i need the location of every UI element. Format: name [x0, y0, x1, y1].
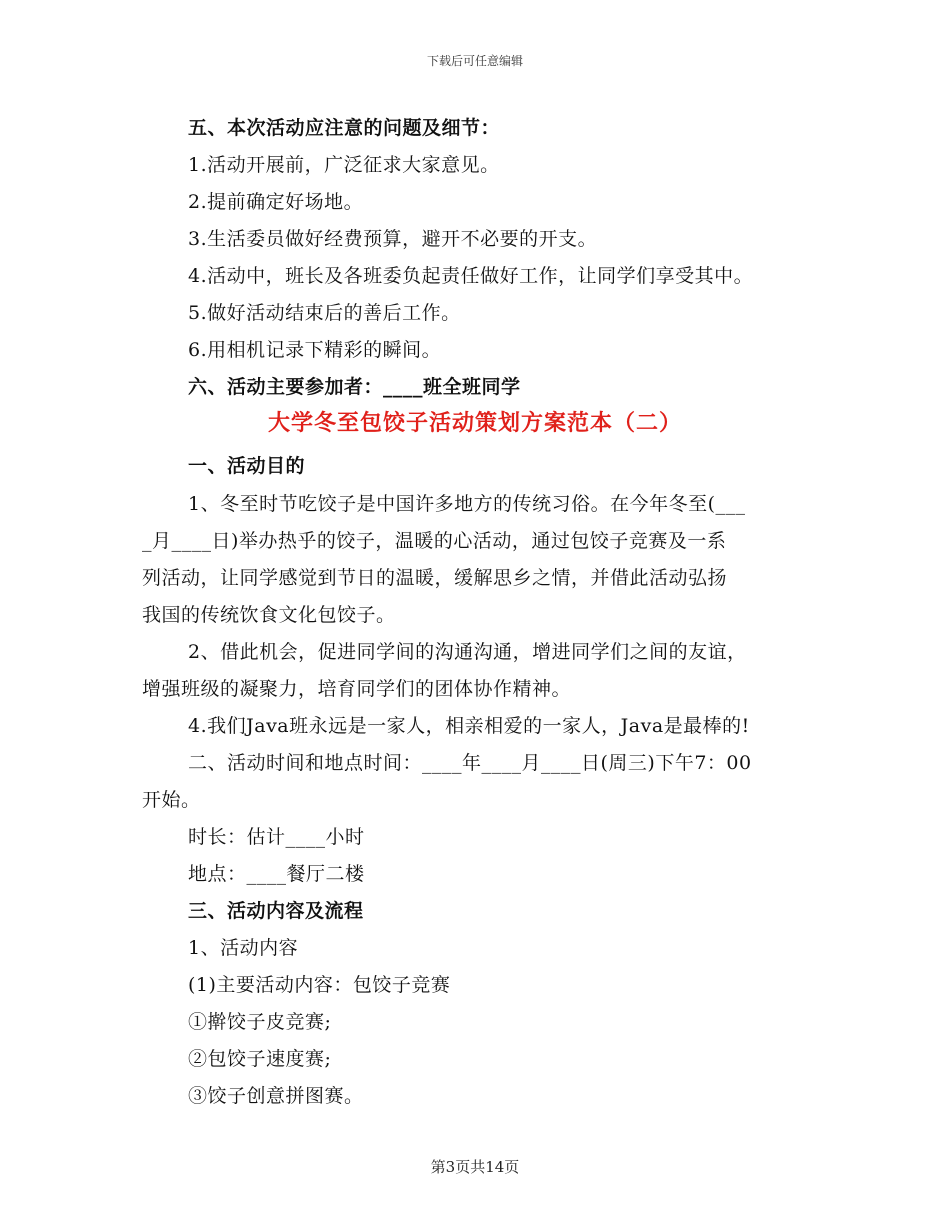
- subheading: 1、活动内容: [188, 937, 299, 959]
- list-item: 6.用相机记录下精彩的瞬间。: [188, 339, 442, 361]
- paragraph-line: 4.我们Java班永远是一家人，相亲相爱的一家人，Java是最棒的!: [188, 715, 750, 737]
- paragraph-line: 我国的传统饮食文化包饺子。: [142, 604, 396, 626]
- location-line: 地点：____餐厅二楼: [188, 863, 365, 885]
- part3-heading: 三、活动内容及流程: [188, 900, 364, 922]
- section6-heading: 六、活动主要参加者：____班全班同学: [188, 376, 521, 398]
- duration-line: 时长：估计____小时: [188, 826, 365, 848]
- paragraph-line: _月____日)举办热乎的饺子，温暖的心活动，通过包饺子竞赛及一系: [142, 530, 727, 552]
- paragraph-line: 1、冬至时节吃饺子是中国许多地方的传统习俗。在今年冬至(___: [188, 493, 746, 515]
- list-item: 2.提前确定好场地。: [188, 191, 364, 213]
- part1-heading: 一、活动目的: [188, 455, 306, 477]
- list-item: 4.活动中，班长及各班委负起责任做好工作，让同学们享受其中。: [188, 265, 754, 287]
- list-item: 5.做好活动结束后的善后工作。: [188, 302, 461, 324]
- document-title: 大学冬至包饺子活动策划方案范本（二）: [267, 411, 682, 436]
- page-footer: 第3页共14页: [430, 1158, 520, 1176]
- subheading: (1)主要活动内容：包饺子竞赛: [188, 974, 451, 996]
- page-header: 下载后可任意编辑: [426, 54, 523, 68]
- paragraph-line: 开始。: [142, 789, 201, 811]
- list-item: ①擀饺子皮竞赛;: [188, 1011, 332, 1033]
- paragraph-line: 增强班级的凝聚力，培育同学们的团体协作精神。: [142, 678, 572, 700]
- paragraph-line: 列活动，让同学感觉到节日的温暖，缓解思乡之情，并借此活动弘扬: [142, 567, 728, 589]
- paragraph-line: 2、借此机会，促进同学间的沟通沟通，增进同学们之间的友谊，: [188, 641, 747, 663]
- section5-heading: 五、本次活动应注意的问题及细节：: [188, 117, 501, 139]
- part2-heading: 二、活动时间和地点时间：____年____月____日(周三)下午7：00: [188, 752, 752, 774]
- list-item: 3.生活委员做好经费预算，避开不必要的开支。: [188, 228, 598, 250]
- list-item: ③饺子创意拼图赛。: [188, 1085, 364, 1107]
- list-item: 1.活动开展前，广泛征求大家意见。: [188, 154, 500, 176]
- list-item: ②包饺子速度赛;: [188, 1048, 332, 1070]
